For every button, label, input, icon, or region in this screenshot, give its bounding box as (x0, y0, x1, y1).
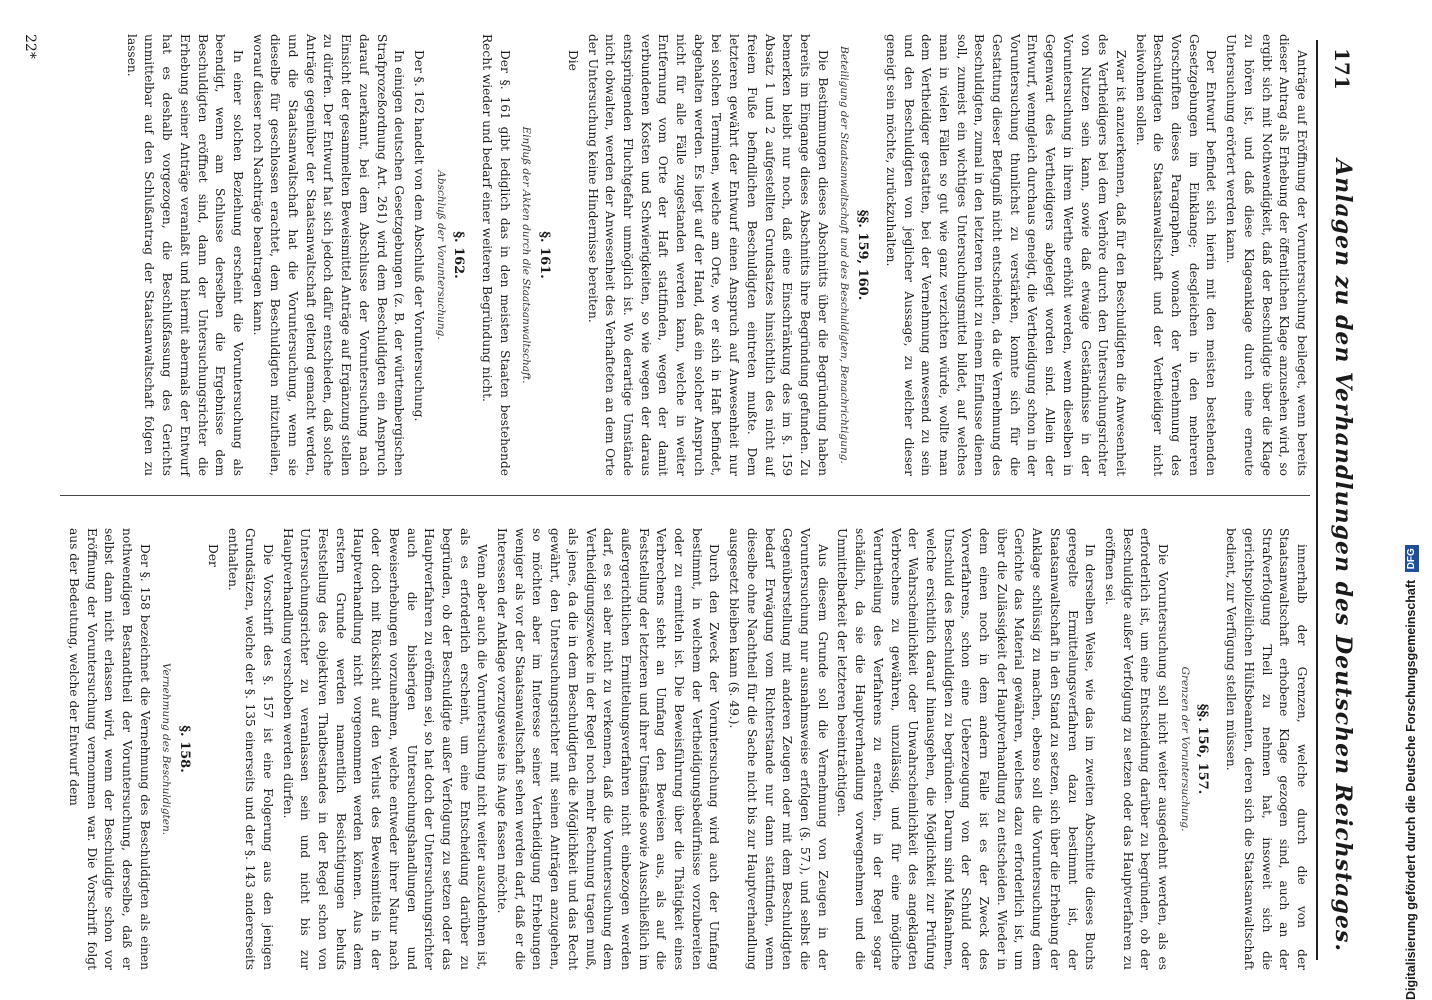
paragraph: Zwar ist anzuerkennen, daß für den Beschuldigten die Anwesenheit des Vertheidigers bei dem Verhöre durch den Untersuchungsrichter von Nutzen sein kann, sowie daß etwaige Geständnisse in der Voruntersuchung in ihrem Werthe erhöht werden, wenn dieselben in Gegenwart des Vertheidigers abgelegt worden sind. Allein der Entwurf, wenngleich durchaus geneigt, die Vertheidigung schon in der Voruntersuchung thunlichst zu verstärken, konnte sich für die Gestattung dieser Befugniß nicht entscheiden, da die Vernehmung des Beschuldigten, zumal in den letzteren nicht zu einem Einflusse dienen soll, zumeist ein wichtiges Untersuchungsmittel bildet, auf welches man in vielen Fällen so gut wie ganz verzichten würde, wollte man dem Vertheidiger gestatten, bei der Vernehmung anwesend zu sein und den Beschuldigten von jeglicher Aussage, zu welcher dieser geneigt sein möchte, zurückzuhalten. (883, 34, 1128, 476)
section-heading: §. 158. (177, 725, 193, 773)
paragraph: Die Vorschrift des §. 157 ist eine Folgerung aus den jenigen Grundsätzen, welche der §. 135 einerseits und der §. 143 andererseits enthalten. (225, 528, 275, 970)
sheet-signature: 22* (22, 34, 38, 59)
paragraph: Aus diesem Grunde soll die Vernehmung von Zeugen in der Voruntersuchung nur ausnahmsweise erfolgen (§. 57.), und selbst die Gegenüberstellung mit anderen Zeugen oder mit dem Beschuldigten bedarf Erwägung vom Richterstande nur dann stattfinden, wenn dieselbe ohne Nachtheil für die Sache nicht bis zur Hauptverhandlung ausgesetzt bleiben kann (§. 49.). (727, 528, 830, 970)
paragraph: Der (205, 544, 220, 567)
page-number: 171 (1330, 48, 1354, 90)
section-heading: §§. 159, 160. (855, 209, 871, 301)
paragraph: In einigen deutschen Gesetzgebungen (z. B. der württembergischen Strafprozeßordnung Art. 261) wird dem Beschuldigten ein Anspruch darauf zuerkannt, bei dem Abschlusse der Voruntersuchung nach Einsicht der gesammelten Beweismittel Anträge auf Ergänzung stellen zu dürfen. Der Entwurf hat sich jedoch dafür entschieden, daß solche Anträge gegenüber der Staatsanwaltschaft geltend gemacht werden, und die Staatsanwaltschaft hat die Voruntersuchung, wenn sie dieselbe für geschlossen erachtet, dem Beschuldigten mitzutheilen, worauf dieser noch Nachträge beantragen kann. (250, 34, 407, 476)
section-subtitle: Grenzen der Voruntersuchung. (1178, 666, 1191, 832)
paragraph: Der §. 161 gibt lediglich das in den meisten Staaten bestehende Recht wieder und bedarf einer weiteren Begründung nicht. (480, 34, 512, 476)
paragraph: Durch den Zweck der Voruntersuchung wird auch der Umfang bestimmt, in welchem der Vertheidigungsbedürfnisse vorzubereiten oder zu ermitteln ist. Die Beweisführung über die Thätigkeit eines Verbrechens steht an Umfang den Beweisen aus, als auf die Feststellung der letzteren und ihrer Umstände sowie Ausschließlich im außergerichtlichen Ermittelungsverfahren nicht einbezogen werden darf, es sei aber nicht zu verkennen, daß die Voruntersuchung dem Vertheidigungszwecke in der Regel noch mehr Rechnung tragen muß, als jenes, da die in dem Beschuldigten die Möglichkeit und das Recht gewährt, den Untersuchungsrichter mit seinen Anträgen anzugehen, so möchten aber im Interesse seiner Vertheidigung Erhebungen weniger als vor der Staatsanwaltschaft sehen werden darf, daß er die Interessen der Anklage vorzugsweise ins Auge fassen möchte. (495, 528, 722, 970)
paragraph: Der §. 158 bezeichnet die Vernehmung des Beschuldigten als einen nothwendigen Bestandtheil der Voruntersuchung, derselbe, daß er selbst dann nicht erlassen wird, wenn der Beschuldigte schon vor Eröffnung der Voruntersuchung vernommen war. Die Vorschrift folgt aus der Bedeutung, welche der Entwurf dem (66, 528, 152, 970)
credit-text: Digitalisierung gefördert durch die Deutsche Forschungsgemeinschaft (1404, 579, 1418, 1000)
dfg-logo-icon: DFG (1405, 545, 1419, 572)
left-column (60, 34, 1310, 476)
right-column (60, 528, 1310, 970)
paragraph: In einer solchen Beziehung erscheint die Voruntersuchung als beendigt, wenn am Schlusse derselben die Ergebnisse dem Beschuldigten eröffnet sind, dann der Untersuchungsrichter die Erhebung seiner Anträge veranlaßt und hiermit abermals der Entwurf hat es deshalb vorgezogen, die Beschlußfassung des Gerichts unmittelbar auf den Schlußantrag der Staatsanwaltschaft folgen zu lassen. (124, 34, 245, 476)
section-subtitle: Beteiligung der Staatsanwaltschaft und des Beschuldigten, Benachrichtigung. (838, 46, 851, 464)
page-header (1316, 40, 1362, 960)
section-heading: §. 161. (537, 231, 553, 279)
paragraph: Wenn aber auch die Voruntersuchung nicht weiter auszudehnen ist, als es erforderlich erscheint, um eine Entscheidung darüber zu begründen, ob der Beschuldigte außer Verfolgung zu setzen oder das Hauptverfahren zu eröffnen sei, so hat doch der Untersuchungsrichter auch die bisherigen Untersuchungshandlungen und Beweiserhebungen vorzunehmen, welche entweder ihrer Natur nach oder doch mit Rücksicht auf den Verlust des Beweismittels in der Hauptverhandlung nicht vorgenommen werden können. Aus dem erstern Grunde werden namentlich Besichtigungen behufs Feststellung des objektiven Thatbestandes in der Regel schon von Untersuchungsrichter zu veranlassen sein und nicht bis zur Hauptverhandlung verschoben werden dürfen. (280, 528, 490, 970)
paragraph: Anträge auf Eröffnung der Voruntersuchung beileget, wenn bereits dieser Antrag als Erhebung der öffentlichen Klage anzusehen wird, so ergibt sich mit Nothwendigkeit, daß der Beschuldigte über die Klage zu hören ist, und daß diese Klageanklage durch eine erneute Untersuchung erörtert werden kann. (1224, 34, 1309, 476)
paragraph: Die Bestimmungen dieses Abschnitts über die Begründung haben bereits im Eingange dieses Abschnitts ihre Begründung gefunden. Zu bemerken bleibt nur noch, daß eine Einschränkung des im §. 159 Absatz 1 und 2 aufgestellten Grundsatzes hinsichtlich des nicht auf freiem Fuße befindlichen Beschuldigten eintreten mußte. Dem letzteren gewährt der Entwurf einen Anspruch auf Anwesenheit nur bei solchen Terminen, welche am Orte, wo er sich in Haft befindet, abgehalten werden. Es liegt auf der Hand, daß ein solcher Anspruch nicht für alle Fälle zugestanden werden kann, welche in weiter Entfernung vom Orte der Haft stattfinden, wegen der damit verbundenen Kosten und Schwierigkeiten, so wie wegen der daraus entspringenden Fluchtgefahr unmöglich ist. Wo derartige Umstände nicht obwalten, werden der Anwesenheit des Verhafteten an dem Orte der Untersuchung keine Hindernisse bereiten. (585, 34, 830, 476)
section-heading: §§. 156, 157. (1195, 703, 1211, 795)
paragraph: Die (565, 50, 580, 71)
paragraph: innerhalb der Grenzen, welche durch die von der Staatsanwaltschaft erhobene Klage gezogen sind, auch an der Strafverfolgung Theil zu nehmen hat, insoweit sich die gerichtspolizeilichen Hülfsbeamten, deren sich die Staatsanwaltschaft bedient, zur Verfügung stellen müssen. (1224, 528, 1309, 970)
paragraph: Der §. 162 handelt von dem Abschluß der Voruntersuchung. (411, 50, 426, 422)
column-divider (60, 495, 1310, 496)
digitization-credit (1400, 0, 1422, 1000)
paragraph: Der Entwurf befindet sich hierin mit den meisten bestehenden Gesetzgebungen im Einklange; desgleichen in den mehreren Vorschriften dieses Paragraphen, wonach der Vernehmung des Beschuldigten die Staatsanwaltschaft und der Vertheidiger nicht beiwohnen sollen. (1133, 34, 1219, 476)
section-subtitle: Einfluß der Akten durch die Staatsanwaltschaft. (520, 126, 533, 384)
paragraph: In derselben Weise, wie das im zweiten Abschnitte dieses Buchs geregelte Ermittelungsverfahren dazu bestimmt ist, der Staatsanwaltschaft in den Stand zu setzen, sich über die Erhebung der Anklage schlüssig zu machen, ebenso soll die Voruntersuchung dem Gerichte das Material gewähren, welches dazu erforderlich ist, um über die Zulässigkeit der Hauptverhandlung zu entscheiden. Wieder in dem einen noch in dem andern Falle ist es der Zweck des Vorverfahrens, schon eine Ueberzeugung von der Schuld oder Unschuld des Beschuldigten zu begründen. Darum sind Maßnahmen, welche ersichtlich darauf hinausgehen, die Möglichkeit zur Prüfung der Wahrscheinlichkeit oder Unwahrscheinlichkeit des angeklagten Verbrechens zu gewähren, unzulässig, und für eine mögliche Verurtheilung des Verfahrens zu erachten, in der Regel sogar schädlich, da sie die Hauptverhandlung vorwegnehmen und die Unmittelbarkeit der letzteren beeinträchtigen. (835, 528, 1098, 970)
section-subtitle: Vernehmung des Beschuldigten. (160, 662, 173, 836)
section-subtitle: Abschluß der Voruntersuchung. (434, 170, 447, 340)
section-heading: §. 162. (451, 231, 467, 279)
page-title: Anlagen zu den Verhandlungen des Deutschen Reichstages. (1330, 159, 1356, 952)
paragraph: Die Voruntersuchung soll nicht weiter ausgedehnt werden, als es erforderlich ist, um eine Entscheidung darüber zu begründen, ob der Beschuldigte außer Verfolgung zu setzen oder das Hauptverfahren zu eröffnen sei. (1102, 528, 1171, 970)
